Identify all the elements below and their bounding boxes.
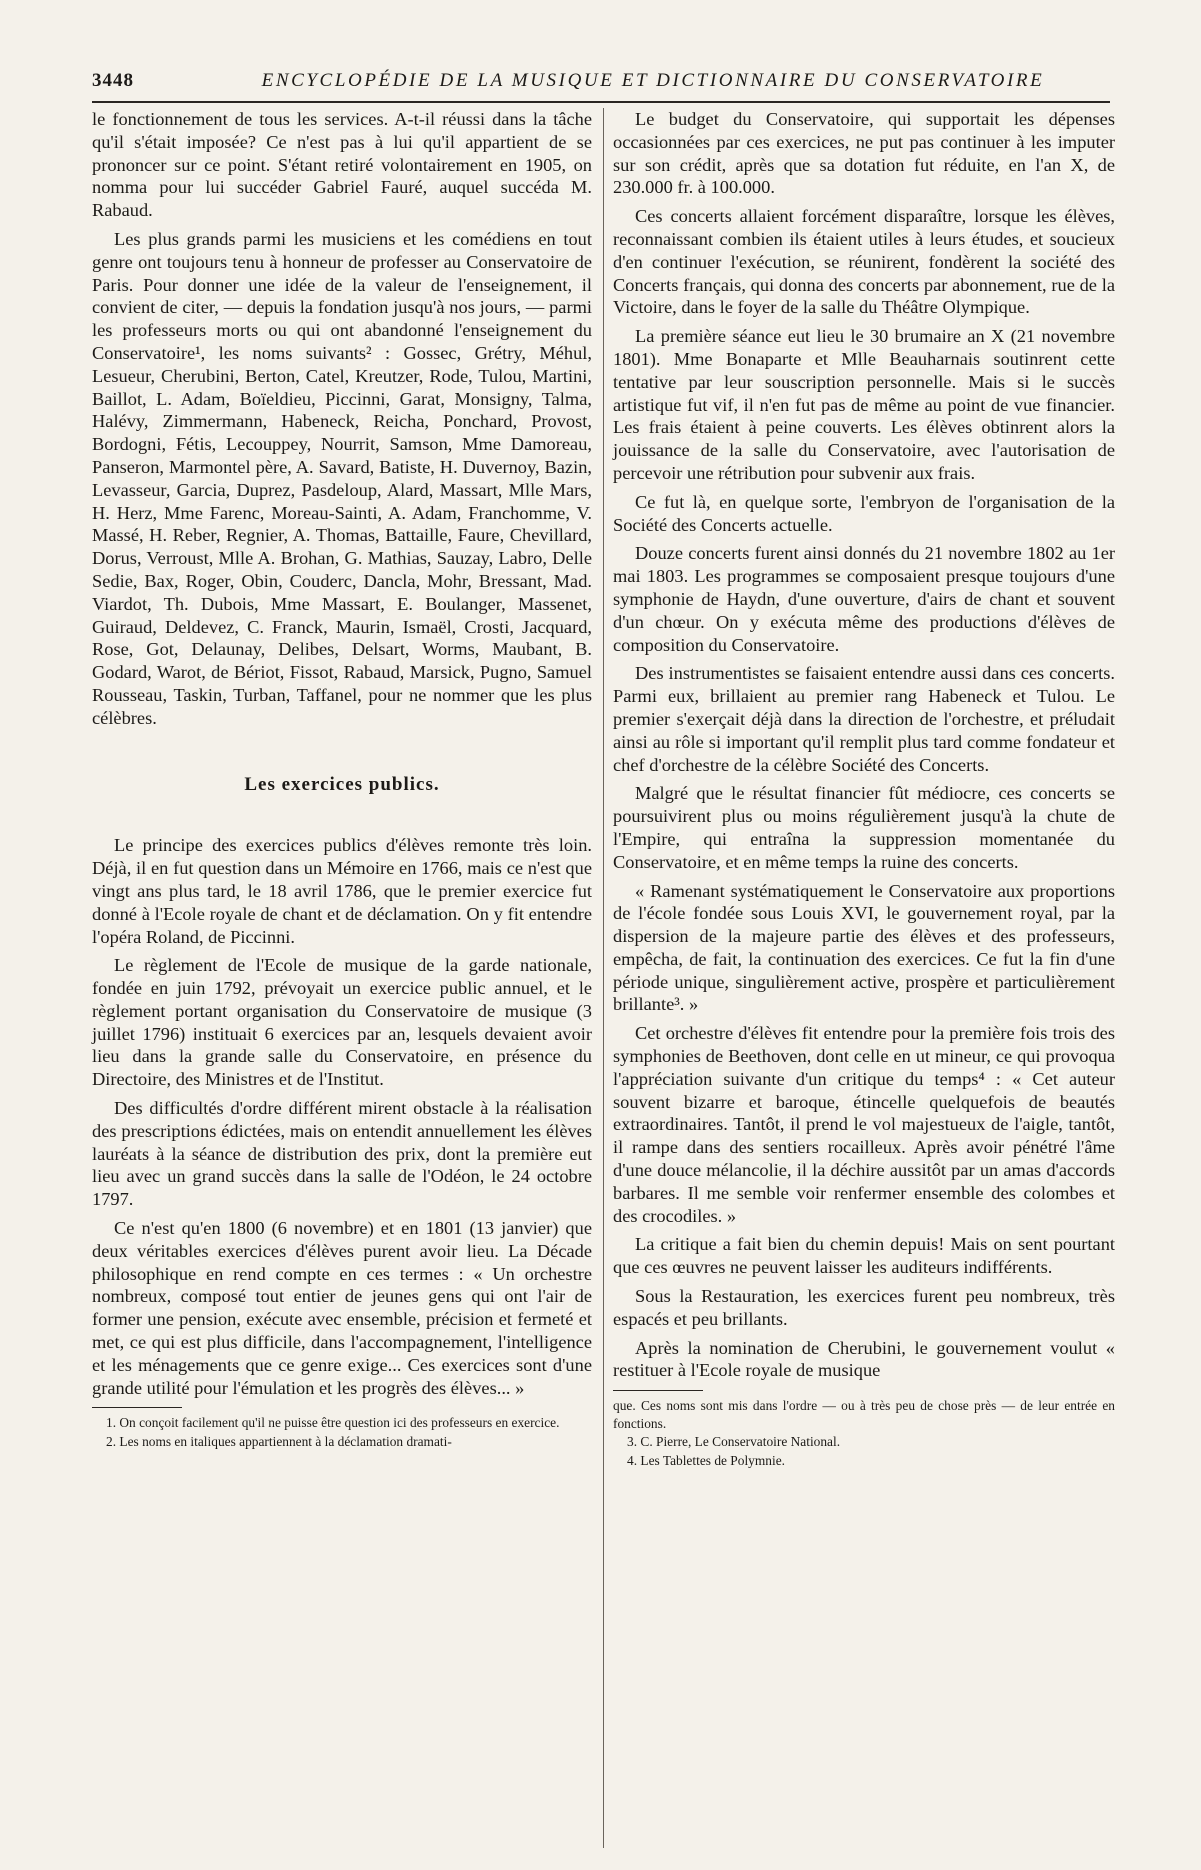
paragraph: Des difficultés d'ordre différent mirent obstacle à la réalisation des prescriptions édictées, mais on entendit annuellement les élèves lauréats à la séance de distribution des prix, dont la première eut lieu avec un grand succès dans la salle de l'Odéon, le 24 octobre 1797. (92, 1098, 592, 1210)
header-rule (92, 101, 1110, 103)
paragraph: Le budget du Conservatoire, qui supportait les dépenses occasionnées par ces exercices, ne put pas continuer à les imputer sur son crédit, après que sa dotation fut réduite, en l'an X, de 230.000 fr. à 100.000. (613, 109, 1115, 198)
paragraph: La première séance eut lieu le 30 brumaire an X (21 novembre 1801). Mme Bonaparte et Mlle Beauharnais soutinrent cette tentative par leur souscription personnelle. Mais si le succès artistique fut vif, il n'en fut pas de même au point de vue financier. Les frais étaient à peine couverts. Les élèves obtinrent alors la jouissance de la salle du Conservatoire, avec l'autorisation de percevoir une rétribution pour subvenir aux frais. (613, 326, 1115, 483)
paragraph: Des instrumentistes se faisaient entendre aussi dans ces concerts. Parmi eux, brillaient au premier rang Habeneck et Tulou. Le premier s'exerçait déjà dans la direction de l'orchestre, et préludait ainsi au rôle si important qu'il remplit plus tard comme fondateur et chef d'orchestre de la célèbre Société des Concerts. (613, 663, 1115, 775)
left-column (92, 108, 592, 1451)
footnote-rule (92, 1407, 182, 1408)
footnote: que. Ces noms sont mis dans l'ordre — ou à très peu de chose près — de leur entrée en fonctions. (613, 1398, 1115, 1431)
footnote: 2. Les noms en italiques appartiennent à la déclamation dramati- (106, 1433, 452, 1449)
footnote: 4. Les Tablettes de Polymnie. (627, 1452, 785, 1468)
footnote: 1. On conçoit facilement qu'il ne puisse être question ici des professeurs en exercice. (106, 1415, 560, 1431)
paragraph: Les plus grands parmi les musiciens et les comédiens en tout genre ont toujours tenu à honneur de professer au Conservatoire de Paris. Pour donner une idée de la valeur de l'enseignement, il convient de citer, — depuis la fondation jusqu'à nos jours, — parmi les professeurs morts ou qui ont abandonné l'enseignement du Conservatoire¹, les noms suivants² : Gossec, Grétry, Méhul, Lesueur, Cherubini, Berton, Catel, Kreutzer, Rode, Tulou, Martini, Baillot, L. Adam, Boïeldieu, Piccinni, Garat, Monsigny, Talma, Halévy, Zimmermann, Habeneck, Reicha, Ponchard, Provost, Bordogni, Fétis, Lecouppey, Nourrit, Samson, Mme Damoreau, Panseron, Marmontel père, A. Savard, Batiste, H. Duvernoy, Bazin, Levasseur, Garcia, Duprez, Pasdeloup, Alard, Massart, Mlle Mars, H. Herz, Mme Farenc, Moreau-Sainti, A. Adam, Franchomme, V. Massé, H. Reber, Regnier, A. Thomas, Battaille, Faure, Chevillard, Dorus, Verroust, Mlle A. Brohan, G. Mathias, Sauzay, Labro, Delle Sedie, Bax, Roger, Obin, Couderc, Dancla, Mohr, Bressant, Mad. Viardot, Th. Dubois, Mme Massart, E. Boulanger, Massenet, Guiraud, Deldevez, C. Franck, Maurin, Ismaël, Crosti, Jacquard, Rose, Got, Delaunay, Delibes, Delsart, Worms, Maubant, B. Godard, Warot, de Bériot, Fissot, Rabaud, Marsick, Pugno, Samuel Rousseau, Taskin, Turban, Taffanel, pour ne nommer que les plus célèbres. (92, 228, 592, 728)
paragraph: Douze concerts furent ainsi donnés du 21 novembre 1802 au 1er mai 1803. Les programmes se composaient presque toujours d'une symphonie de Haydn, d'une ouverture, d'airs de chant et souvent d'un chœur. On y exécuta même des productions d'élèves de composition du Conservatoire. (613, 543, 1115, 655)
footnotes (613, 1397, 1115, 1469)
right-column (613, 108, 1115, 1470)
paragraph: Cet orchestre d'élèves fit entendre pour la première fois trois des symphonies de Beethoven, dont celle en ut mineur, ce qui provoqua l'appréciation suivante d'un critique du temps⁴ : « Cet auteur souvent bizarre et baroque, étincelle quelquefois de beautés extraordinaires. Tantôt, il prend le vol majestueux de l'aigle, tantôt, il rampe dans des sentiers rocailleux. Après avoir pénétré l'âme d'une douce mélancolie, il la déchire aussitôt par un amas d'accords barbares. Il me semble voir renfermer ensemble des colombes et des crocodiles. » (613, 1023, 1115, 1226)
paragraph: Ce n'est qu'en 1800 (6 novembre) et en 1801 (13 janvier) que deux véritables exercices d'élèves purent avoir lieu. La Décade philosophique en rend compte en ces termes : « Un orchestre nombreux, composé tout entier de jeunes gens qui ont l'air de former une pension, exécute avec ensemble, précision et fermeté et met, ce qui est plus difficile, dans l'accompagnement, l'intelligence et les ménagements que ce genre exige... Ces exercices sont d'une grande utilité pour l'émulation et les progrès des élèves... » (92, 1218, 592, 1398)
paragraph: La critique a fait bien du chemin depuis! Mais on sent pourtant que ces œuvres ne peuvent laisser les auditeurs indifférents. (613, 1234, 1115, 1278)
running-header (92, 70, 1102, 100)
paragraph: Ce fut là, en quelque sorte, l'embryon de l'organisation de la Société des Concerts actuelle. (613, 491, 1115, 535)
paragraph: Ces concerts allaient forcément disparaître, lorsque les élèves, reconnaissant combien ils étaient utiles à leurs études, et soucieux d'en continuer l'exécution, se réunirent, fondèrent la société des Concerts français, qui donna des concerts par abonnement, rue de la Victoire, dans le foyer de la salle du Théâtre Olympique. (613, 206, 1115, 318)
paragraph: Le règlement de l'Ecole de musique de la garde nationale, fondée en juin 1792, prévoyait un exercice public annuel, et le règlement portant organisation du Conservatoire de musique (3 juillet 1796) instituait 6 exercices par an, lesquels devaient avoir lieu dans la grande salle du Conservatoire, en présence du Directoire, des Ministres et de l'Institut. (92, 955, 592, 1090)
paragraph: « Ramenant systématiquement le Conservatoire aux proportions de l'école fondée sous Louis XVI, le gouvernement royal, par la dispersion de la majeure partie des élèves et des professeurs, empêcha, de fait, la continuation des exercices. Ce fut la fin d'une période unique, singulièrement active, prospère et particulièrement brillante³. » (613, 880, 1115, 1015)
footnote-rule (613, 1390, 703, 1391)
paragraph: le fonctionnement de tous les services. A-t-il réussi dans la tâche qu'il s'était imposée? Ce n'est pas à lui qu'il appartient de se prononcer sur ce point. S'étant retiré volontairement en 1905, on nomma pour lui succéder Gabriel Fauré, auquel succéda M. Rabaud. (92, 109, 592, 221)
section-heading: Les exercices publics. (244, 773, 440, 795)
paragraph: Sous la Restauration, les exercices furent peu nombreux, très espacés et peu brillants. (613, 1286, 1115, 1329)
paragraph: Après la nomination de Cherubini, le gouvernement voulut « restituer à l'Ecole royale de musique (613, 1337, 1115, 1381)
footnote: 3. C. Pierre, Le Conservatoire National. (627, 1434, 841, 1450)
paragraph: Malgré que le résultat financier fût médiocre, ces concerts se poursuivirent plus ou moins régulièrement jusqu'à la chute de l'Empire, qui entraîna la suppression momentanée du Conservatoire, et en même temps la ruine des concerts. (613, 783, 1115, 872)
running-title: ENCYCLOPÉDIE DE LA MUSIQUE ET DICTIONNAIRE DU CONSERVATOIRE (261, 70, 1045, 91)
paragraph: Le principe des exercices publics d'élèves remonte très loin. Déjà, il en fut question dans un Mémoire en 1766, mais ce n'est que vingt ans plus tard, le 18 avril 1786, que le premier exercice fut donné à l'Ecole royale de chant et de déclamation. On y fit entendre l'opéra Roland, de Piccinni. (92, 835, 592, 947)
column-divider (603, 108, 604, 1848)
page-number: 3448 (92, 70, 134, 91)
footnotes (92, 1414, 592, 1450)
